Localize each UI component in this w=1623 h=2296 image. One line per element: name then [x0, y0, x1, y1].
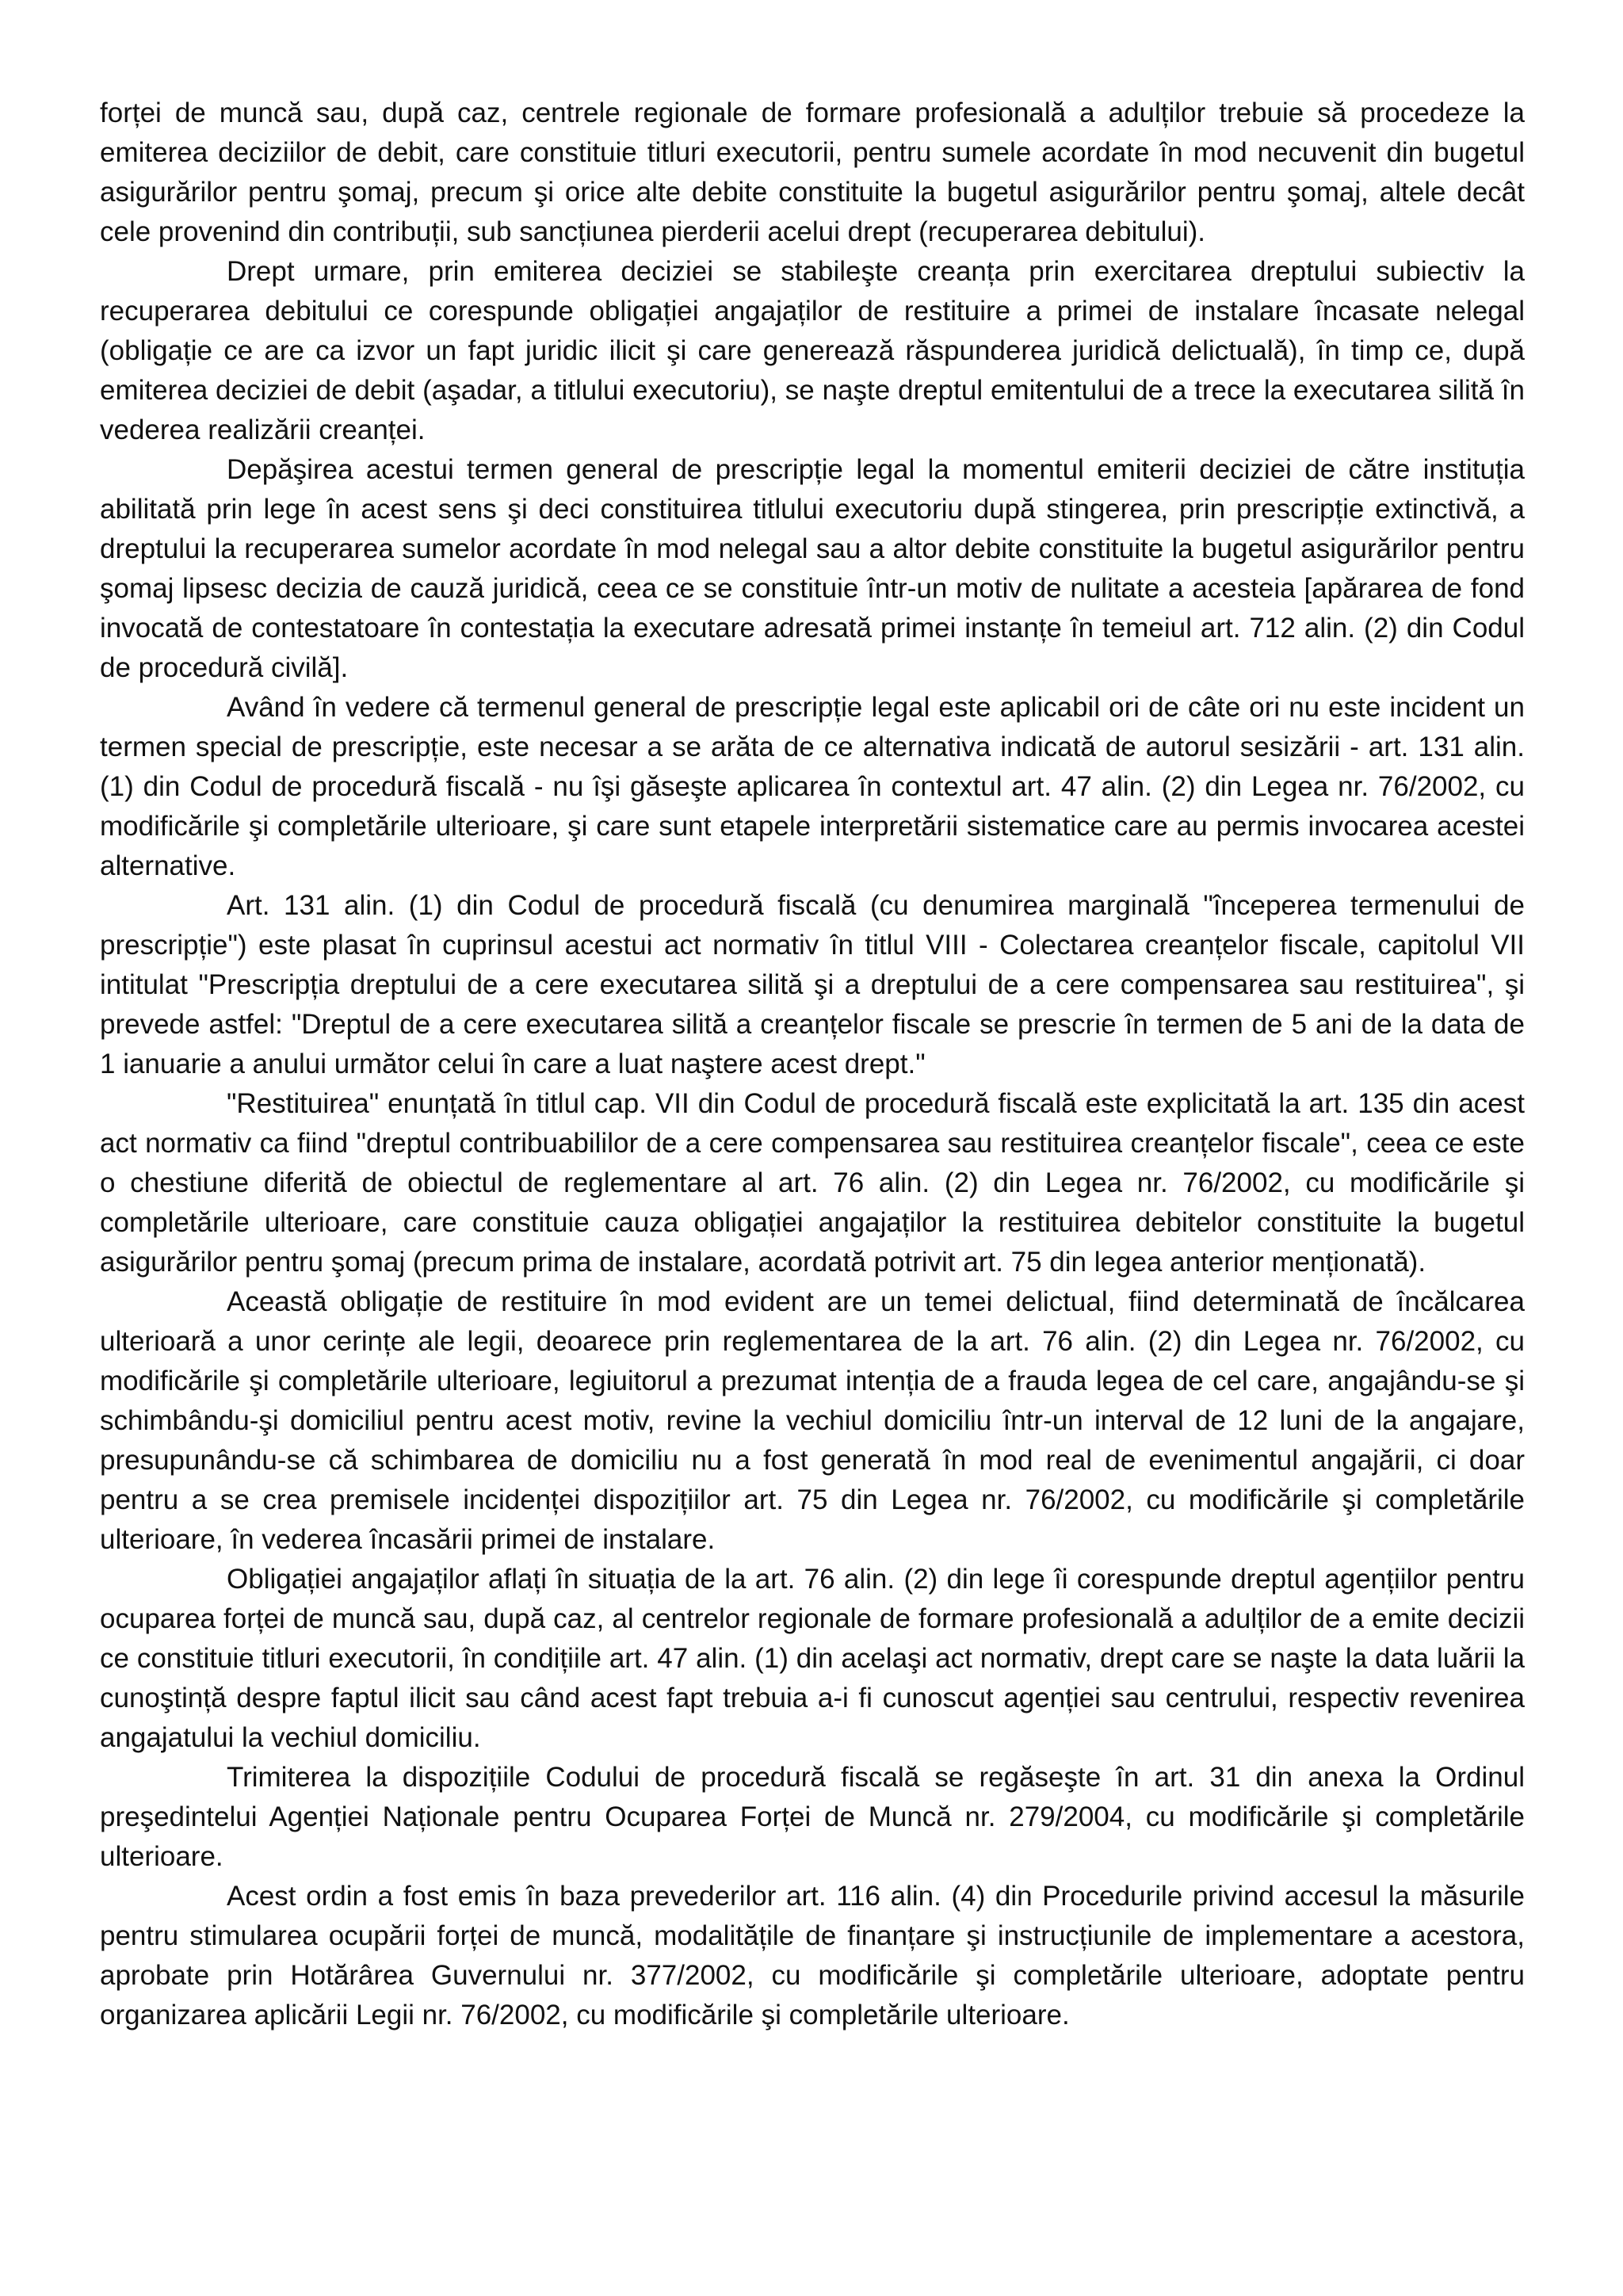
paragraph: Această obligație de restituire în mod evident are un temei delictual, fiind determinată de încălcarea ulterioară a unor cerințe ale legii, deoarece prin reglementarea de la art. 76 alin. (2) din Legea nr. 76/2002, cu modificările şi completările ulterioare, legiuitorul a prezumat intenția de a frauda legea de cel care, angajându-se şi schimbându-şi domiciliul pentru acest motiv, revine la vechiul domiciliu într-un interval de 12 luni de la angajare, presupunându-se că schimbarea de domiciliu nu a fost generată în mod real de evenimentul angajării, ci doar pentru a se crea premisele incidenței dispozițiilor art. 75 din Legea nr. 76/2002, cu modificările şi completările ulterioare, în vederea încasării primei de instalare. [100, 1286, 1525, 1555]
paragraph: Obligației angajaților aflați în situația de la art. 76 alin. (2) din lege îi corespunde dreptul agențiilor pentru ocuparea forței de muncă sau, după caz, al centrelor regionale de formare profesională a adulților de a emite decizii ce constituie titluri executorii, în condițiile art. 47 alin. (1) din acelaşi act normativ, drept care se naşte la data luării la cunoştință despre faptul ilicit sau când acest fapt trebuia a-i fi cunoscut agenției sau centrului, respectiv revenirea angajatului la vechiul domiciliu. [100, 1564, 1525, 1753]
document-page [100, 94, 1525, 2035]
paragraph: Acest ordin a fost emis în baza prevederilor art. 116 alin. (4) din Procedurile privind accesul la măsurile pentru stimularea ocupării forței de muncă, modalitățile de finanțare şi instrucțiunile de implementare a acestora, aprobate prin Hotărârea Guvernului nr. 377/2002, cu modificările şi completările ulterioare, adoptate pentru organizarea aplicării Legii nr. 76/2002, cu modificările şi completările ulterioare. [100, 1881, 1525, 2030]
paragraph: Drept urmare, prin emiterea deciziei se stabileşte creanța prin exercitarea dreptului subiectiv la recuperarea debitului ce corespunde obligației angajaților de restituire a primei de instalare încasate nelegal (obligație ce are ca izvor un fapt juridic ilicit şi care generează răspunderea juridică delictuală), în timp ce, după emiterea deciziei de debit (aşadar, a titlului executoriu), se naşte dreptul emitentului de a trece la executarea silită în vederea realizării creanței. [100, 256, 1525, 445]
paragraph: Depăşirea acestui termen general de prescripție legal la momentul emiterii deciziei de către instituția abilitată prin lege în acest sens şi deci constituirea titlului executoriu după stingerea, prin prescripție extinctivă, a dreptului la recuperarea sumelor acordate în mod nelegal sau a altor debite constituite la bugetul asigurărilor pentru şomaj lipsesc decizia de cauză juridică, ceea ce se constituie într-un motiv de nulitate a acesteia [apărarea de fond invocată de contestatoare în contestația la executare adresată primei instanțe în temeiul art. 712 alin. (2) din Codul de procedură civilă]. [100, 454, 1525, 683]
paragraph: Art. 131 alin. (1) din Codul de procedură fiscală (cu denumirea marginală "începerea termenului de prescripție") este plasat în cuprinsul acestui act normativ în titlul VIII - Colectarea creanțelor fiscale, capitolul VII intitulat "Prescripția dreptului de a cere executarea silită şi a dreptului de a cere compensarea sau restituirea", şi prevede astfel: "Dreptul de a cere executarea silită a creanțelor fiscale se prescrie în termen de 5 ani de la data de 1 ianuarie a anului următor celui în care a luat naştere acest drept." [100, 890, 1525, 1079]
paragraph: Având în vedere că termenul general de prescripție legal este aplicabil ori de câte ori nu este incident un termen special de prescripție, este necesar a se arăta de ce alternativa indicată de autorul sesizării - art. 131 alin. (1) din Codul de procedură fiscală - nu îşi găseşte aplicarea în contextul art. 47 alin. (2) din Legea nr. 76/2002, cu modificările şi completările ulterioare, şi care sunt etapele interpretării sistematice care au permis invocarea acestei alternative. [100, 692, 1525, 881]
paragraph: Trimiterea la dispozițiile Codului de procedură fiscală se regăseşte în art. 31 din anexa la Ordinul preşedintelui Agenției Naționale pentru Ocuparea Forței de Muncă nr. 279/2004, cu modificările şi completările ulterioare. [100, 1762, 1525, 1872]
paragraph: "Restituirea" enunțată în titlul cap. VII din Codul de procedură fiscală este explicitată la art. 135 din acest act normativ ca fiind "dreptul contribuabililor de a cere compensarea sau restituirea creanțelor fiscale", ceea ce este o chestiune diferită de obiectul de reglementare al art. 76 alin. (2) din Legea nr. 76/2002, cu modificările şi completările ulterioare, care constituie cauza obligației angajaților la restituirea debitelor constituite la bugetul asigurărilor pentru şomaj (precum prima de instalare, acordată potrivit art. 75 din legea anterior menționată). [100, 1088, 1525, 1278]
paragraph-continuation: forței de muncă sau, după caz, centrele regionale de formare profesională a adulților trebuie să procedeze la emiterea deciziilor de debit, care constituie titluri executorii, pentru sumele acordate în mod necuvenit din bugetul asigurărilor pentru şomaj, precum şi orice alte debite constituite la bugetul asigurărilor pentru şomaj, altele decât cele provenind din contribuții, sub sancțiunea pierderii acelui drept (recuperarea debitului). [100, 97, 1525, 247]
